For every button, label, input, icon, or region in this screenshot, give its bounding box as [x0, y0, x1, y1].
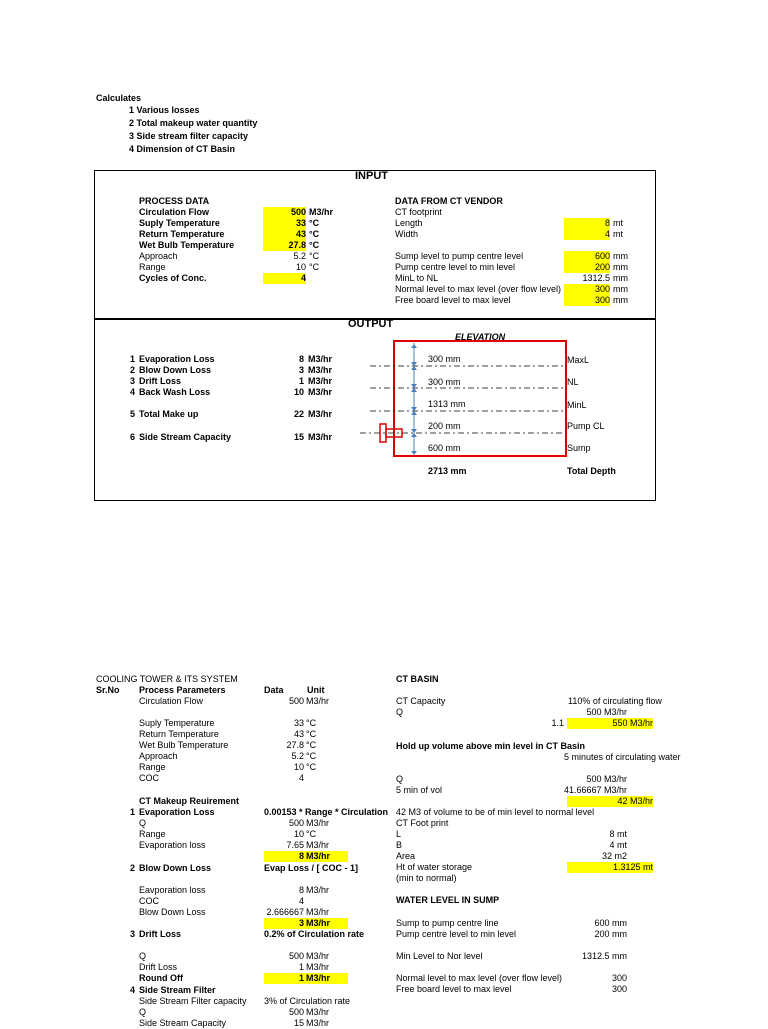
intro-item: 2 Total makeup water quantity	[129, 118, 258, 128]
sump-value: 600 mm	[594, 918, 627, 928]
row-label: COC	[139, 773, 159, 783]
row-unit: M3/hr	[306, 951, 330, 961]
row-data: 4	[298, 773, 304, 783]
hdr-param: Process Parameters	[139, 685, 226, 695]
row-label: Side Stream Filter	[139, 985, 216, 995]
process-label: Range	[139, 262, 166, 272]
row-label: Q	[139, 951, 147, 961]
capacity-value-text: 550 M3/hr	[612, 718, 653, 728]
row-label: Round Off	[139, 973, 183, 983]
row-unit: M3/hr	[306, 696, 330, 706]
row-number: 1	[129, 807, 135, 817]
output-value: 10	[293, 387, 304, 397]
total-depth-label: Total Depth	[567, 466, 616, 476]
process-value: 33	[295, 218, 306, 228]
vendor-label: Normal level to max level (over flow level)	[395, 284, 562, 294]
row-unit: M3/hr	[306, 962, 330, 972]
vendor-label: Pump centre level to min level	[395, 262, 516, 272]
output-unit: M3/hr	[308, 365, 333, 375]
dim-label: 200 mm	[428, 421, 461, 431]
dim-label: 300 mm	[428, 354, 461, 364]
vendor-value: 8	[604, 218, 610, 228]
q-value: 500 M3/hr	[586, 707, 627, 717]
basin-outline	[394, 341, 566, 456]
level-label: MinL	[567, 400, 587, 410]
vendor-label: Length	[395, 218, 423, 228]
output-unit: M3/hr	[308, 354, 333, 364]
ht-value	[567, 862, 653, 873]
row-data: 43	[293, 729, 304, 739]
hdr-unit: Unit	[307, 685, 325, 695]
row-unit: M3/hr	[306, 1007, 330, 1017]
row-data: 1	[298, 973, 304, 983]
vendor-data-heading: DATA FROM CT VENDOR	[395, 196, 503, 206]
row-label: Q	[139, 818, 147, 828]
footprint-label: CT Foot print	[396, 818, 449, 828]
vol-round	[567, 796, 653, 807]
row-label: Side Stream Filter capacity	[139, 996, 247, 1006]
vendor-value: 4	[604, 229, 610, 239]
ht-label: Ht of water storage	[396, 862, 473, 872]
ht-note: (min to normal)	[396, 873, 457, 883]
row-unit: °C	[306, 718, 317, 728]
level-label: Sump	[567, 443, 591, 453]
process-label: Return Temperature	[139, 229, 225, 239]
sump-value: 200 mm	[594, 929, 627, 939]
total-depth-value: 2713 mm	[428, 466, 467, 476]
capacity-value	[567, 718, 653, 729]
sump-title: WATER LEVEL IN SUMP	[396, 895, 500, 905]
row-data: 33	[293, 718, 304, 728]
level-label: Pump CL	[567, 421, 605, 431]
ct-capacity-label: CT Capacity	[396, 696, 446, 706]
row-unit: °C	[306, 829, 317, 839]
process-value: 4	[300, 273, 306, 283]
vendor-value: 300	[594, 284, 610, 294]
process-value: 500	[290, 207, 306, 217]
input-title: INPUT	[355, 170, 388, 182]
row-data: 15	[293, 1018, 304, 1028]
vendor-value: 300	[594, 295, 610, 305]
process-label: Wet Bulb Temperature	[139, 240, 235, 250]
row-unit: °C	[306, 751, 317, 761]
hdr-data: Data	[264, 685, 284, 695]
hdr-srno: Sr.No	[96, 685, 120, 695]
dim-label: 300 mm	[428, 377, 461, 387]
row-data: 2.666667	[266, 907, 304, 917]
holdup-title: Hold up volume above min level in CT Basin	[396, 741, 586, 751]
process-label: Suply Temperature	[139, 218, 220, 228]
vol-label: 5 min of vol	[396, 785, 443, 795]
output-label: Evaporation Loss	[139, 354, 215, 364]
sump-label: Sump to pump centre line	[396, 918, 499, 928]
row-label: Suply Temperature	[139, 718, 215, 728]
b-label: B	[396, 840, 403, 850]
row-formula: 3% of Circulation rate	[264, 996, 351, 1006]
row-data: 500	[288, 696, 304, 706]
process-unit: °C	[309, 218, 320, 228]
elevation-label: ELEVATION	[455, 332, 506, 342]
output-num: 6	[129, 432, 135, 442]
row-label: Eavporation loss	[139, 885, 206, 895]
output-value: 22	[293, 409, 304, 419]
area-value: 32 m2	[601, 851, 627, 861]
row-label: CT Makeup Reuirement	[139, 796, 240, 806]
vendor-unit: mm	[613, 295, 628, 305]
output-num: 5	[129, 409, 135, 419]
dim-label: 1313 mm	[428, 399, 466, 409]
row-unit: M3/hr	[306, 851, 331, 861]
q2-value: 500 M3/hr	[586, 774, 627, 784]
row-data: 10	[293, 829, 304, 839]
row-data: 27.8	[286, 740, 304, 750]
holdup-note: 5 minutes of circulating water	[564, 752, 681, 762]
process-label: Cycles of Conc.	[139, 273, 207, 283]
row-label: Side Stream Capacity	[139, 1018, 227, 1028]
intro-heading: Calculates	[96, 93, 142, 103]
process-value: 43	[295, 229, 306, 239]
intro-item: 3 Side stream filter capacity	[129, 131, 249, 141]
row-data: 500	[288, 818, 304, 828]
vendor-unit: mm	[613, 273, 628, 283]
process-value: 27.8	[288, 240, 306, 250]
level-label: NL	[567, 377, 579, 387]
intro-item: 1 Various losses	[129, 105, 200, 115]
dim-label: 600 mm	[428, 443, 461, 453]
process-unit: °C	[309, 262, 320, 272]
row-label: Range	[139, 829, 166, 839]
process-label: Approach	[139, 251, 178, 261]
output-label: Drift Loss	[139, 376, 182, 386]
row-label: Evaporation loss	[139, 840, 206, 850]
output-label: Blow Down Loss	[139, 365, 211, 375]
output-title: OUTPUT	[348, 318, 394, 330]
sump-label: Free board level to max level	[396, 984, 512, 994]
row-label: Blow Down Loss	[139, 863, 211, 873]
vendor-unit: mm	[613, 262, 628, 272]
vendor-label: CT footprint	[395, 207, 442, 217]
output-num: 3	[129, 376, 135, 386]
l-label: L	[396, 829, 402, 839]
area-label: Area	[396, 851, 416, 861]
q-label: Q	[396, 707, 404, 717]
process-unit: M3/hr	[309, 207, 334, 217]
row-number: 2	[129, 863, 135, 873]
b-value: 4 mt	[609, 840, 627, 850]
note42: 42 M3 of volume to be of min level to normal level	[396, 807, 595, 817]
row-formula: 0.00153 * Range * Circulation	[264, 807, 389, 817]
output-unit: M3/hr	[308, 432, 333, 442]
row-data: 3	[298, 918, 304, 928]
row-unit: M3/hr	[306, 840, 330, 850]
output-num: 4	[129, 387, 135, 397]
vendor-label: MinL to NL	[395, 273, 439, 283]
row-number: 4	[129, 985, 135, 995]
ct-capacity-note: 110% of circulating flow	[568, 696, 662, 706]
row-data: 8	[298, 851, 304, 861]
vendor-value: 600	[594, 251, 610, 261]
vendor-label: Free board level to max level	[395, 295, 511, 305]
ht-value-text: 1.3125 mt	[612, 862, 653, 872]
output-num: 1	[129, 354, 135, 364]
row-label: Circulation Flow	[139, 696, 204, 706]
row-label: Drift Loss	[139, 929, 182, 939]
vol-round-text: 42 M3/hr	[617, 796, 653, 806]
row-unit: M3/hr	[306, 885, 330, 895]
sump-label: Pump centre level to min level	[396, 929, 517, 939]
row-data: 8	[298, 885, 304, 895]
process-data-heading: PROCESS DATA	[139, 196, 210, 206]
l-value: 8 mt	[609, 829, 627, 839]
row-unit: °C	[306, 762, 317, 772]
row-unit: M3/hr	[306, 818, 330, 828]
vendor-label: Width	[395, 229, 419, 239]
row-label: Return Temperature	[139, 729, 219, 739]
row-label: Wet Bulb Temperature	[139, 740, 229, 750]
output-unit: M3/hr	[308, 387, 333, 397]
sump-label: Min Level to Nor level	[396, 951, 483, 961]
row-label: Q	[139, 1007, 147, 1017]
row-unit: M3/hr	[306, 973, 331, 983]
vendor-unit: mt	[613, 218, 623, 228]
row-data: 1	[298, 962, 304, 972]
sump-label: Normal level to max level (over flow level)	[396, 973, 563, 983]
output-label: Total Make up	[139, 409, 199, 419]
row-data: 5.2	[291, 751, 304, 761]
process-label: Circulation Flow	[139, 207, 210, 217]
sump-value: 1312.5 mm	[581, 951, 627, 961]
vendor-value: 200	[594, 262, 610, 272]
output-unit: M3/hr	[308, 409, 333, 419]
sump-value: 300	[611, 973, 627, 983]
sheet-title: COOLING TOWER & ITS SYSTEM	[96, 674, 238, 684]
output-unit: M3/hr	[308, 376, 333, 386]
row-label: Blow Down Loss	[139, 907, 206, 917]
row-data: 500	[288, 951, 304, 961]
output-value: 8	[298, 354, 304, 364]
row-label: COC	[139, 896, 159, 906]
row-label: Range	[139, 762, 166, 772]
output-label: Back Wash Loss	[139, 387, 211, 397]
sump-value: 300	[611, 984, 627, 994]
row-label: Drift Loss	[139, 962, 178, 972]
process-unit: °C	[309, 251, 320, 261]
row-number: 3	[129, 929, 135, 939]
output-num: 2	[129, 365, 135, 375]
process-unit: °C	[309, 229, 320, 239]
row-unit: M3/hr	[306, 1018, 330, 1028]
process-value: 10	[295, 262, 306, 272]
row-data: 4	[298, 896, 304, 906]
output-value: 3	[298, 365, 304, 375]
vendor-unit: mm	[613, 284, 628, 294]
ct-basin-title: CT BASIN	[396, 674, 439, 684]
intro-item: 4 Dimension of CT Basin	[129, 144, 236, 154]
row-unit: M3/hr	[306, 907, 330, 917]
row-label: Evaporation Loss	[139, 807, 215, 817]
vendor-label: Sump level to pump centre level	[395, 251, 524, 261]
row-unit: °C	[306, 729, 317, 739]
capacity-factor: 1.1	[551, 718, 564, 728]
level-label: MaxL	[567, 355, 590, 365]
row-data: 500	[288, 1007, 304, 1017]
vendor-value: 1312.5	[582, 273, 610, 283]
row-formula: 0.2% of Circulation rate	[264, 929, 365, 939]
row-label: Approach	[139, 751, 178, 761]
vol-value: 41.66667 M3/hr	[563, 785, 627, 795]
vendor-unit: mm	[613, 251, 628, 261]
row-unit: °C	[306, 740, 317, 750]
row-data: 7.65	[286, 840, 304, 850]
vendor-unit: mt	[613, 229, 623, 239]
process-value: 5.2	[293, 251, 306, 261]
q2-label: Q	[396, 774, 404, 784]
output-label: Side Stream Capacity	[139, 432, 232, 442]
row-unit: M3/hr	[306, 918, 331, 928]
output-value: 1	[298, 376, 304, 386]
row-data: 10	[293, 762, 304, 772]
row-formula: Evap Loss / [ COC - 1]	[264, 863, 359, 873]
output-value: 15	[293, 432, 304, 442]
process-unit: °C	[309, 240, 320, 250]
